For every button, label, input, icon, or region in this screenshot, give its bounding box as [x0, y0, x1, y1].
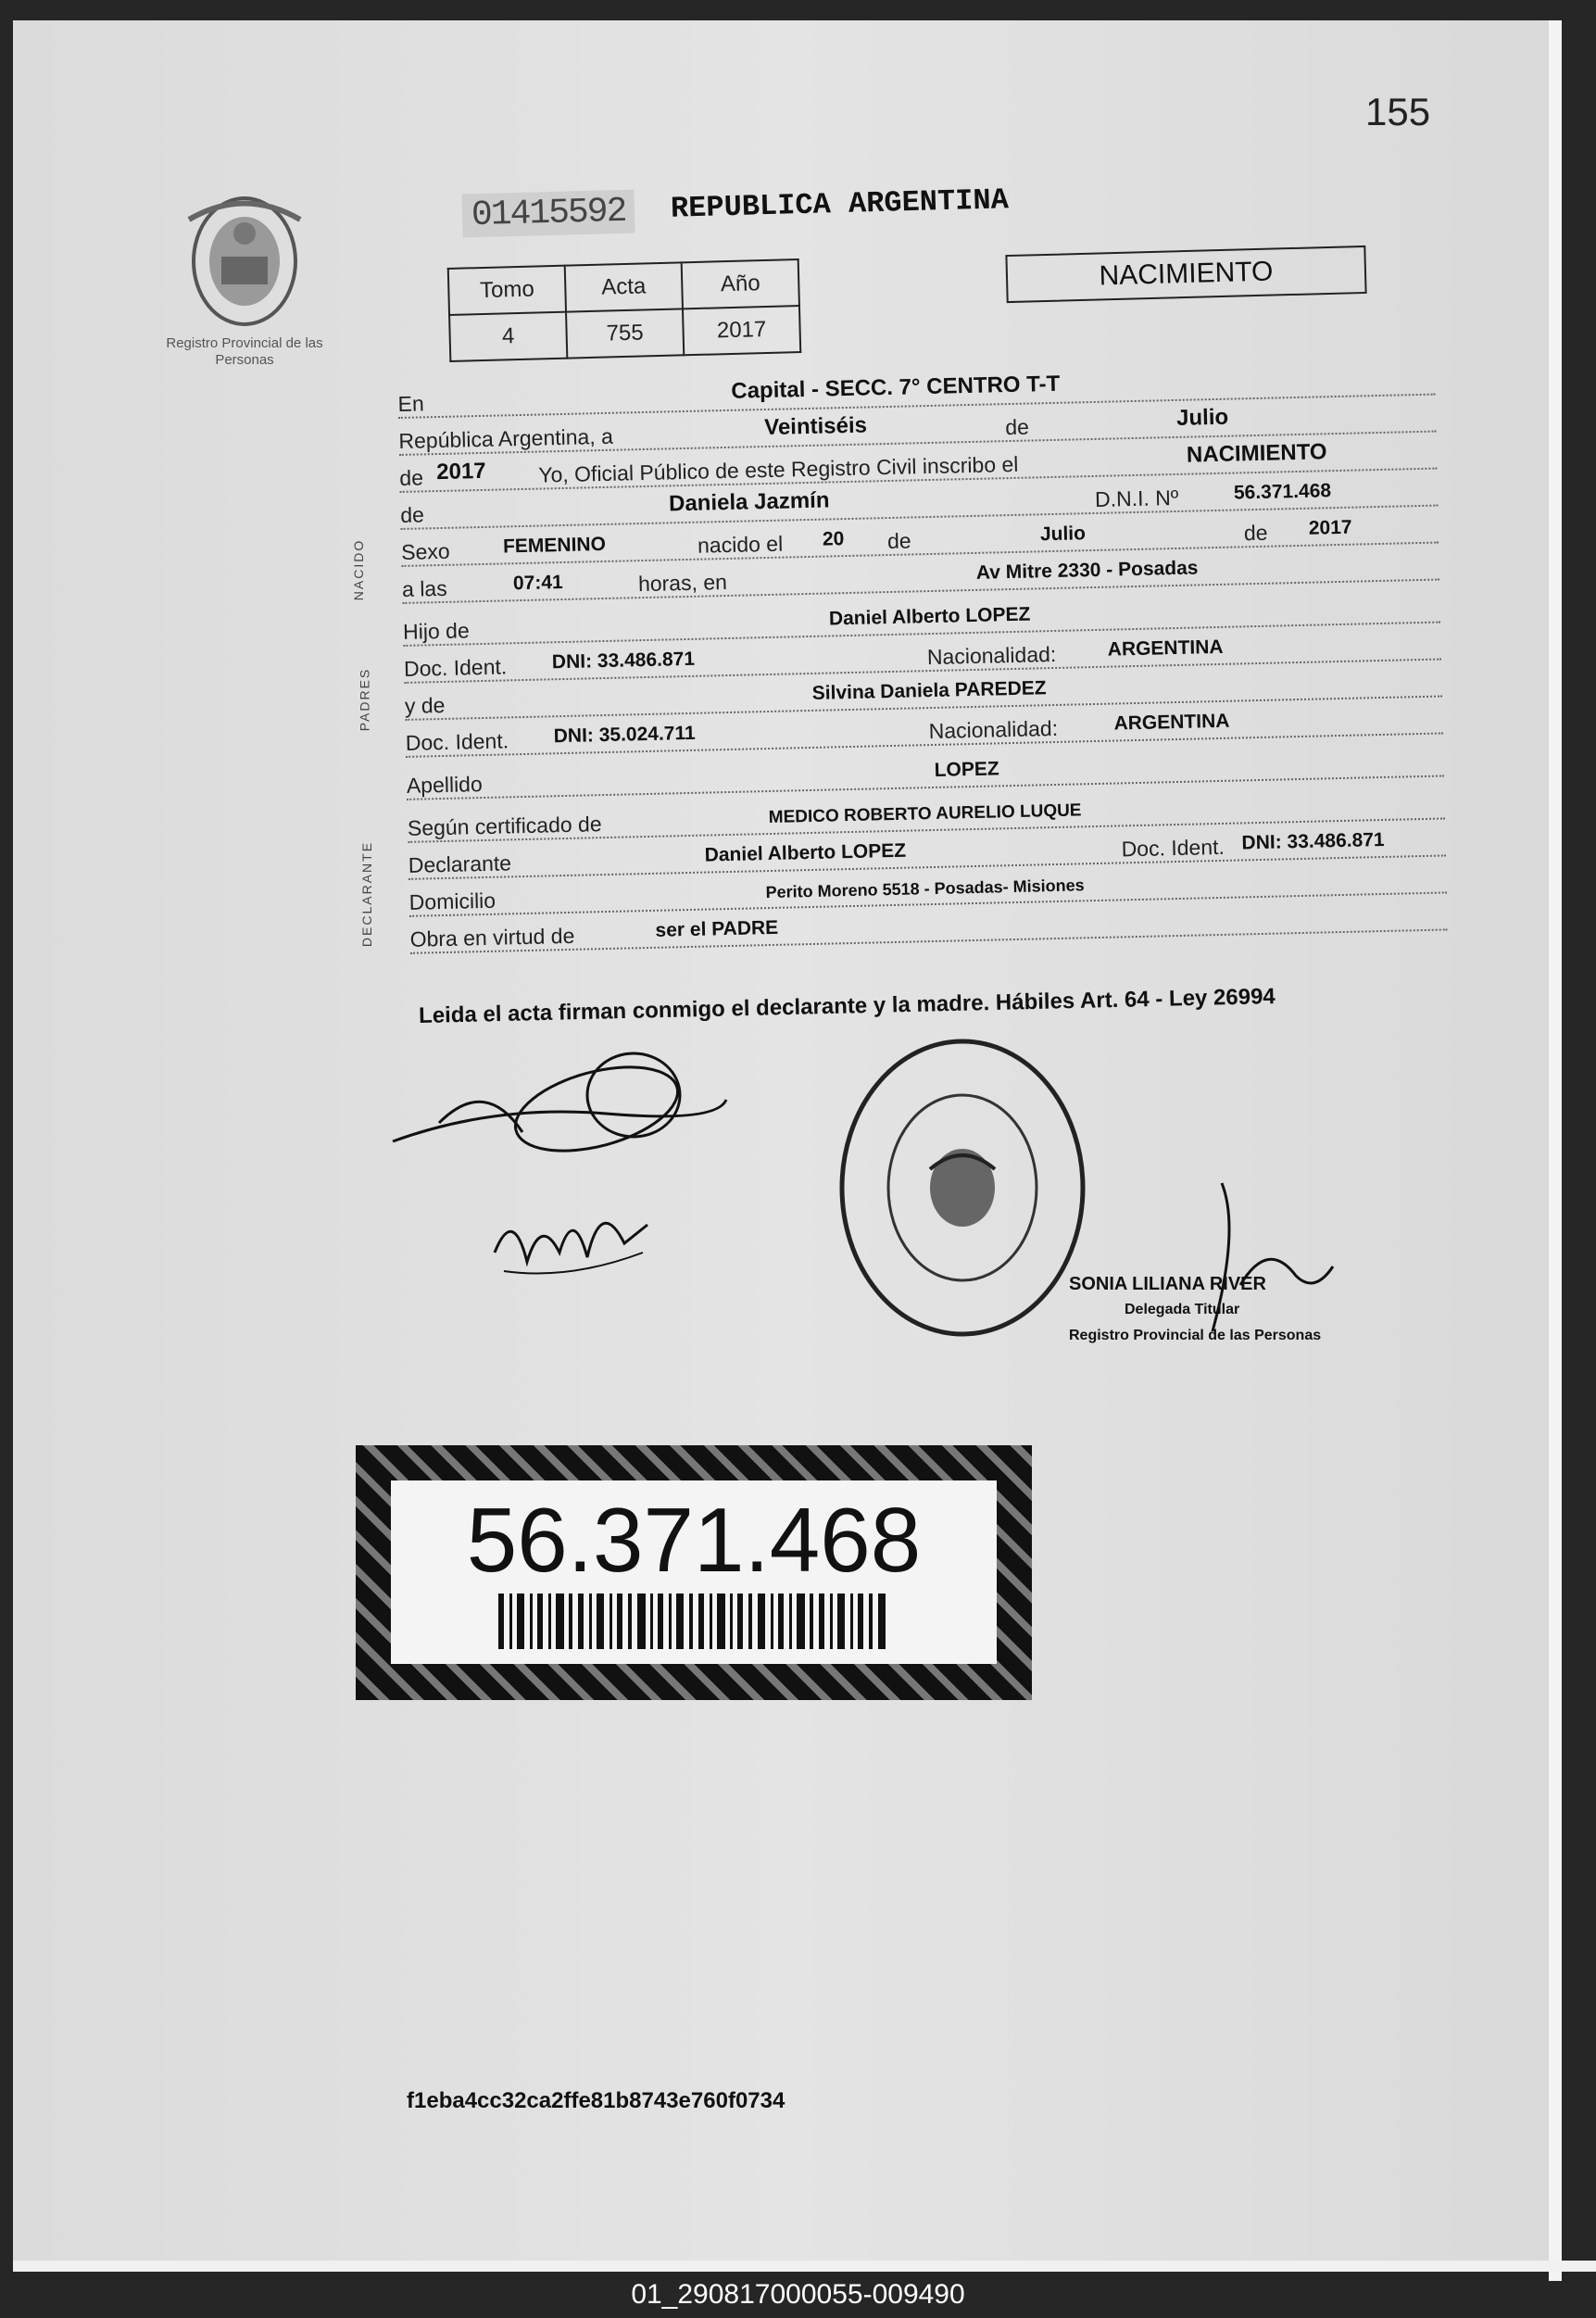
official-office: Registro Provincial de las Personas [1069, 1328, 1322, 1343]
declarant-signature [383, 1021, 754, 1188]
father-name: Daniel Alberto LOPEZ [828, 603, 1031, 630]
capacity-value: ser el PADRE [655, 916, 779, 941]
year-value: 2017 [435, 458, 486, 485]
closing-text: Leida el acta firman conmigo el declarante y la madre. Hábiles Art. 64 - Ley 26994 [418, 984, 1276, 1029]
id-number: 56.371.468 [466, 1489, 922, 1591]
provincial-crest-icon [170, 192, 319, 331]
page-edge [1549, 20, 1562, 2281]
official-seal [828, 1030, 1097, 1345]
de-label-3: de [886, 528, 911, 554]
declarant-name: Daniel Alberto LOPEZ [704, 839, 907, 866]
section-declarante: DECLARANTE [359, 840, 375, 948]
hijo-label: Hijo de [402, 618, 471, 644]
page-number: 155 [1365, 90, 1431, 133]
country-title: REPUBLICA ARGENTINA [670, 183, 1010, 226]
official-name: SONIA LILIANA RIVER [1069, 1274, 1266, 1294]
declarant-doc: DNI: 33.486.871 [1241, 828, 1385, 854]
surname-value: LOPEZ [934, 758, 999, 781]
father-doc: DNI: 33.486.871 [551, 648, 696, 674]
anio-header: Año [682, 259, 799, 309]
id-label-inner [391, 1480, 997, 1664]
document-hash: f1eba4cc32ca2ffe81b8743e760f0734 [407, 2088, 785, 2113]
name-label: de [399, 502, 425, 527]
mother-doc: DNI: 35.024.711 [553, 722, 696, 748]
scan-caption: 01_290817000055-009490 [631, 2279, 965, 2310]
registry-label: Registro Provincial de las Personas [166, 335, 323, 368]
y-de-label: y de [404, 692, 446, 718]
registration-table [447, 258, 802, 362]
obra-label: Obra en virtud de [409, 923, 575, 951]
declarante-label: Declarante [408, 850, 512, 877]
birth-time: 07:41 [512, 572, 563, 595]
document-page [13, 20, 1562, 2261]
mother-signature [485, 1188, 661, 1299]
child-name: Daniela Jazmín [668, 487, 830, 517]
de-label-4: de [1243, 520, 1268, 546]
certificado-label: Según certificado de [407, 812, 602, 840]
acta-value: 755 [566, 309, 684, 358]
oficial-text: Yo, Oficial Público de este Registro Civil inscribo el [538, 451, 1019, 487]
nacionalidad-label-2: Nacionalidad: [928, 715, 1059, 744]
doc-label: Doc. Ident. [403, 654, 508, 681]
nacido-label: nacido el [697, 531, 784, 558]
de-label-2: de [399, 465, 424, 490]
month-value: Julio [1175, 404, 1229, 431]
address-value: Perito Moreno 5518 - Posadas- Misiones [765, 876, 1085, 902]
official-title: Delegada Titular [1125, 1302, 1240, 1317]
en-label: En [397, 391, 424, 416]
act-type-box: NACIMIENTO [1005, 246, 1366, 303]
birth-year: 2017 [1308, 516, 1352, 539]
mother-nationality: ARGENTINA [1113, 710, 1230, 735]
domicilio-label: Domicilio [408, 888, 496, 914]
de-label: de [1004, 414, 1030, 440]
barcode-icon [498, 1594, 889, 1649]
place-value: Capital - SECC. 7° CENTRO T-T [731, 371, 1061, 404]
section-nacido: NACIDO [351, 538, 367, 601]
certificate-value: MEDICO ROBERTO AURELIO LUQUE [768, 800, 1082, 828]
birth-month: Julio [1039, 523, 1087, 546]
nacionalidad-label: Nacionalidad: [926, 641, 1057, 670]
sex-value: FEMENINO [502, 533, 607, 558]
tomo-header: Tomo [448, 266, 566, 315]
doc-label-2: Doc. Ident. [405, 728, 509, 755]
anio-value: 2017 [683, 306, 800, 355]
republica-label: República Argentina, a [398, 423, 614, 453]
dni-label: D.N.I. Nº [1094, 485, 1179, 511]
father-nationality: ARGENTINA [1107, 636, 1224, 661]
acta-header: Acta [565, 262, 683, 311]
dni-value: 56.371.468 [1233, 480, 1332, 504]
birth-day: 20 [822, 528, 845, 550]
sexo-label: Sexo [400, 538, 450, 564]
doc-label-3: Doc. Ident. [1121, 834, 1225, 862]
apellido-label: Apellido [406, 772, 484, 798]
section-padres: PADRES [357, 667, 372, 732]
birth-form [397, 359, 1448, 954]
mother-name: Silvina Daniela PAREDEZ [811, 677, 1047, 704]
birth-place: Av Mitre 2330 - Posadas [975, 557, 1199, 584]
day-written: Veintiséis [763, 412, 868, 441]
a-las-label: a las [401, 575, 447, 601]
act-kind: NACIMIENTO [1186, 439, 1327, 468]
id-label-sticker [356, 1445, 1032, 1700]
page-bottom-edge [13, 2261, 1596, 2272]
serial-stamp: 01415592 [461, 190, 635, 238]
tomo-value: 4 [449, 312, 567, 361]
official-block [1069, 1271, 1321, 1349]
horas-label: horas, en [637, 569, 728, 597]
